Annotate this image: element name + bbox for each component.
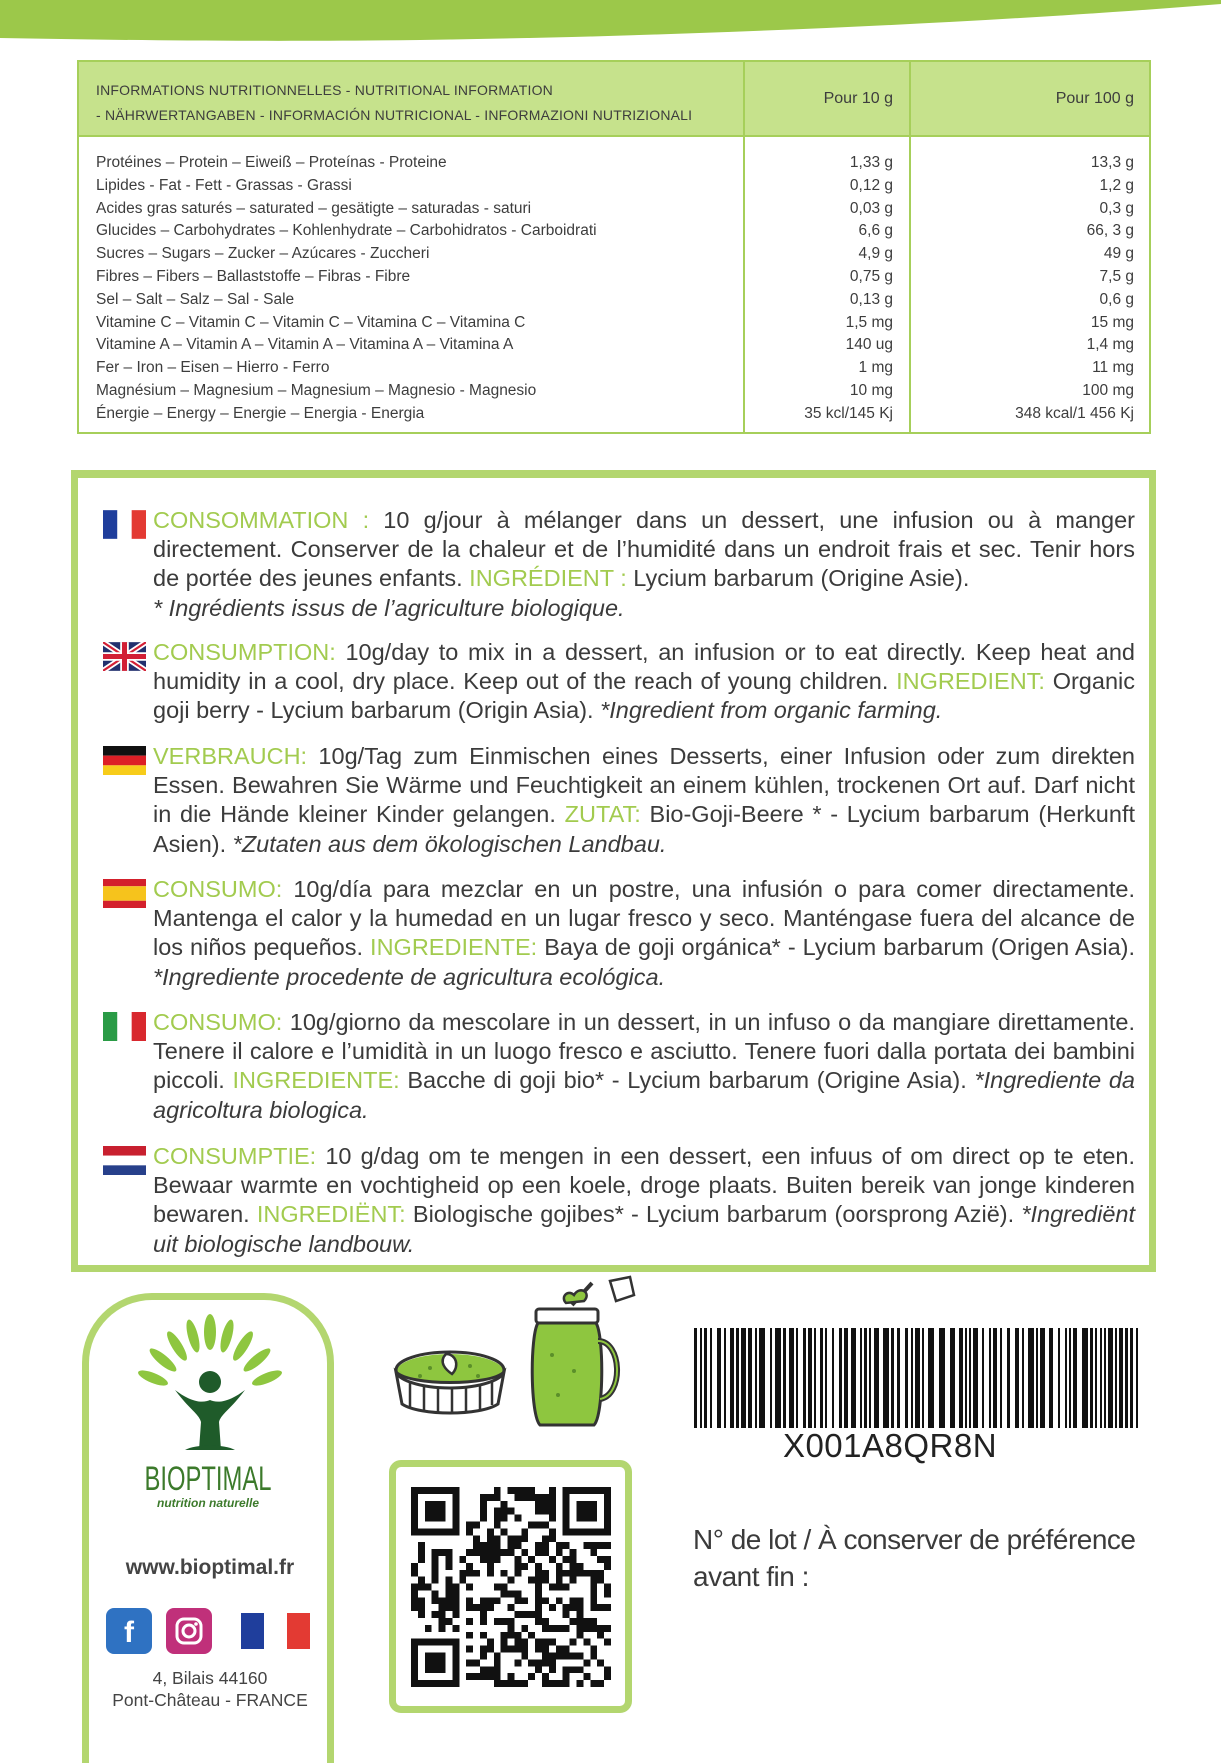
value-per-100g: 49 g <box>1103 245 1134 263</box>
nutrient-name: Vitamine A – Vitamin A – Vitamin A – Vitamina A – Vitamina A <box>96 336 514 354</box>
brand-name: BIOPTIMAL <box>144 1460 272 1498</box>
value-per-10g: 0,75 g <box>849 267 893 285</box>
dutch-flag-icon <box>103 1146 146 1175</box>
nutrition-row <box>79 312 1149 335</box>
value-per-100g: 1,2 g <box>1099 176 1134 194</box>
ingredient-text: Baya de goji orgánica* - Lycium barbarum (Origen Asia). <box>537 934 1136 961</box>
german-flag-icon <box>103 746 146 775</box>
nutrition-row <box>79 198 1149 221</box>
ingredient-label: INGRÉDIENT : <box>469 565 627 592</box>
website-link[interactable]: www.bioptimal.fr <box>125 1556 295 1579</box>
consumption-text: 10 g/jour à mélanger dans un dessert, une infusion ou à manger directement. Conserver de la chaleur et de l’humidité dans un endroit frais et sec. Tenir hors de portée des jeunes enfants. <box>153 507 1135 592</box>
instructions-it <box>153 1008 1135 1125</box>
top-wave-decoration <box>0 0 1221 50</box>
consumption-text: 10 g/dag om te mengen in een dessert, een infuus of om direct op te eten. Bewaar warmte en vochtigheid op een koele, droge plaats. Buiten bereik van jonge kinderen bewaren. <box>153 1143 1135 1228</box>
bioptimal-tree-logo <box>135 1310 285 1460</box>
consumption-label: CONSUMO: <box>153 876 283 902</box>
nutrition-row <box>79 357 1149 380</box>
smoothie-jar-icon <box>522 1275 642 1435</box>
value-per-100g: 0,6 g <box>1099 290 1134 308</box>
consumption-text: 10g/Tag zum Einmischen eines Desserts, einer Infusion oder zum direkten Essen. Bewahren Sie Wärme und Feuchtigkeit an einem kühlen, trockenen Ort auf. Darf nicht in die Hände kleiner Kinder gelangen. <box>153 743 1135 828</box>
value-per-10g: 10 mg <box>849 381 893 399</box>
value-per-10g: 1,33 g <box>849 154 893 171</box>
consumption-label: CONSUMPTION: <box>153 639 336 665</box>
barcode-code: X001A8QR8N <box>782 1427 998 1464</box>
address-line2: Pont-Château - FRANCE <box>112 1690 308 1710</box>
value-per-10g: 6,6 g <box>858 222 893 240</box>
value-per-100g: 13,3 g <box>1090 154 1134 171</box>
organic-note: *Ingrediënt uit biologische landbouw. <box>153 1201 1135 1257</box>
qr-code-frame[interactable] <box>389 1460 632 1713</box>
nutrition-row <box>79 175 1149 198</box>
ingredient-text: Lycium barbarum (Origine Asie). <box>626 565 970 592</box>
ingredient-label: INGREDIENTE: <box>370 934 538 961</box>
value-per-100g: 100 mg <box>1082 381 1134 399</box>
instructions-nl <box>153 1142 1135 1259</box>
italian-flag-icon <box>103 1012 146 1041</box>
organic-note: *Zutaten aus dem ökologischen Landbau. <box>232 830 667 857</box>
nutrition-rows <box>79 152 1149 426</box>
organic-note: * Ingrédients issus de l’agriculture biologique. <box>153 594 625 621</box>
nutrient-name: Magnésium – Magnesium – Magnesium – Magnesio - Magnesio <box>96 381 537 399</box>
value-per-10g: 0,13 g <box>849 290 893 308</box>
instructions-es <box>153 875 1135 992</box>
usage-instructions-box <box>71 470 1156 1272</box>
column-header-10g: Pour 10 g <box>823 90 893 107</box>
ingredient-text: Biologische gojibes* - Lycium barbarum (oorsprong Azië). <box>405 1201 1022 1228</box>
nutrient-name: Vitamine C – Vitamin C – Vitamin C – Vitamina C – Vitamina C <box>96 313 526 331</box>
svg-text:f: f <box>124 1616 134 1649</box>
address-line1: 4, Bilais 44160 <box>152 1668 268 1688</box>
nutrient-name: Protéines – Protein – Eiweiß – Proteínas - Proteine <box>96 154 447 171</box>
value-per-10g: 140 ug <box>845 336 893 354</box>
french-flag-icon <box>103 510 146 539</box>
ingredient-text: Organic goji berry - Lycium barbarum (Origin Asia). <box>153 668 1135 724</box>
nutrition-row <box>79 243 1149 266</box>
nutrient-name: Lipides - Fat - Fett - Grassas - Grassi <box>96 176 352 194</box>
value-per-10g: 0,03 g <box>849 199 893 217</box>
organic-note: *Ingrediente da agricoltura biologica. <box>153 1067 1136 1123</box>
organic-note: *Ingrediente procedente de agricultura ecológica. <box>153 963 666 990</box>
barcode <box>692 1328 1142 1428</box>
nutrition-table <box>77 60 1151 434</box>
nutrition-row <box>79 334 1149 357</box>
nutrient-name: Énergie – Energy – Energie – Energia - Energia <box>96 404 425 422</box>
ingredient-text: Bacche di goji bio* - Lycium barbarum (Origine Asia). <box>399 1067 975 1094</box>
nutrition-title-line1: INFORMATIONS NUTRITIONNELLES - NUTRITIONAL INFORMATION <box>96 82 553 98</box>
instructions-fr <box>153 506 1135 623</box>
value-per-100g: 15 mg <box>1090 313 1134 331</box>
nutrient-name: Sel – Salt – Salz – Sal - Sale <box>96 290 295 308</box>
ingredient-text: Bio-Goji-Beere * - Lycium barbarum (Herkunft Asien). <box>153 801 1135 857</box>
value-per-10g: 0,12 g <box>849 176 893 194</box>
value-per-100g: 0,3 g <box>1099 199 1134 217</box>
nutrition-row <box>79 289 1149 312</box>
consumption-text: 10g/día para mezclar en un postre, una infusión o para comer directamente. Mantenga el calor y la humedad en un lugar fresco y seco. Manténgase fuera del alcance de los niños pequeños. <box>153 876 1135 961</box>
consumption-text: 10g/day to mix in a dessert, an infusion or to eat directly. Keep heat and humidity in a cool, dry place. Keep out of the reach of young children. <box>153 639 1135 695</box>
instructions-en <box>153 638 1135 726</box>
ingredient-label: INGREDIËNT: <box>256 1201 406 1228</box>
consumption-label: CONSUMPTIE: <box>153 1143 317 1169</box>
french-flag-icon <box>241 1613 310 1649</box>
value-per-10g: 1 mg <box>858 359 893 377</box>
organic-note: *Ingredient from organic farming. <box>600 697 943 724</box>
value-per-100g: 66, 3 g <box>1086 222 1134 240</box>
column-header-100g: Pour 100 g <box>1055 90 1134 107</box>
value-per-10g: 1,5 mg <box>845 313 893 331</box>
nutrition-title <box>96 78 692 128</box>
ingredient-label: INGREDIENTE: <box>232 1067 400 1094</box>
lot-best-before: N° de lot / À conserver de préférence avant fin : <box>693 1524 1136 1592</box>
nutrition-row <box>79 403 1149 426</box>
nutrition-table-header <box>79 62 1149 137</box>
instagram-icon[interactable] <box>166 1608 212 1654</box>
consumption-label: CONSOMMATION : <box>153 507 370 533</box>
value-per-100g: 11 mg <box>1092 359 1134 377</box>
spanish-flag-icon <box>103 879 146 908</box>
consumption-label: CONSUMO: <box>153 1009 283 1035</box>
brand-tagline: nutrition naturelle <box>157 1496 259 1510</box>
nutrition-row <box>79 266 1149 289</box>
value-per-100g: 7,5 g <box>1099 267 1134 285</box>
uk-flag-icon <box>103 642 146 671</box>
qr-code[interactable] <box>411 1487 611 1687</box>
tart-icon <box>390 1340 510 1424</box>
nutrition-row <box>79 220 1149 243</box>
nutrient-name: Fibres – Fibers – Ballaststoffe – Fibras - Fibre <box>96 267 411 285</box>
facebook-icon[interactable] <box>106 1608 152 1654</box>
consumption-label: VERBRAUCH: <box>153 743 308 769</box>
value-per-10g: 4,9 g <box>858 245 893 263</box>
instructions-de <box>153 742 1135 859</box>
consumption-text: 10g/giorno da mescolare in un dessert, in un infuso o da mangiare direttamente. Tenere il calore e l’umidità in un luogo fresco e asciutto. Tenere fuori dalla portata dei bambini piccoli. <box>153 1009 1135 1094</box>
ingredient-label: ZUTAT: <box>564 801 641 828</box>
ingredient-label: INGREDIENT: <box>896 668 1045 695</box>
nutrient-name: Glucides – Carbohydrates – Kohlenhydrate – Carbohidratos - Carboidrati <box>96 222 597 240</box>
value-per-100g: 1,4 mg <box>1086 336 1134 354</box>
nutrition-row <box>79 380 1149 403</box>
nutrient-name: Fer – Iron – Eisen – Hierro - Ferro <box>96 359 330 377</box>
nutrient-name: Acides gras saturés – saturated – gesätigte – saturadas - saturi <box>96 199 532 217</box>
value-per-10g: 35 kcl/145 Kj <box>804 404 893 422</box>
nutrition-row <box>79 152 1149 175</box>
value-per-100g: 348 kcal/1 456 Kj <box>1015 404 1134 422</box>
nutrition-title-line2: - NÄHRWERTANGABEN - INFORMACIÓN NUTRICIONAL - INFORMAZIONI NUTRIZIONALI <box>96 107 693 123</box>
nutrient-name: Sucres – Sugars – Zucker – Azúcares - Zuccheri <box>96 245 430 263</box>
